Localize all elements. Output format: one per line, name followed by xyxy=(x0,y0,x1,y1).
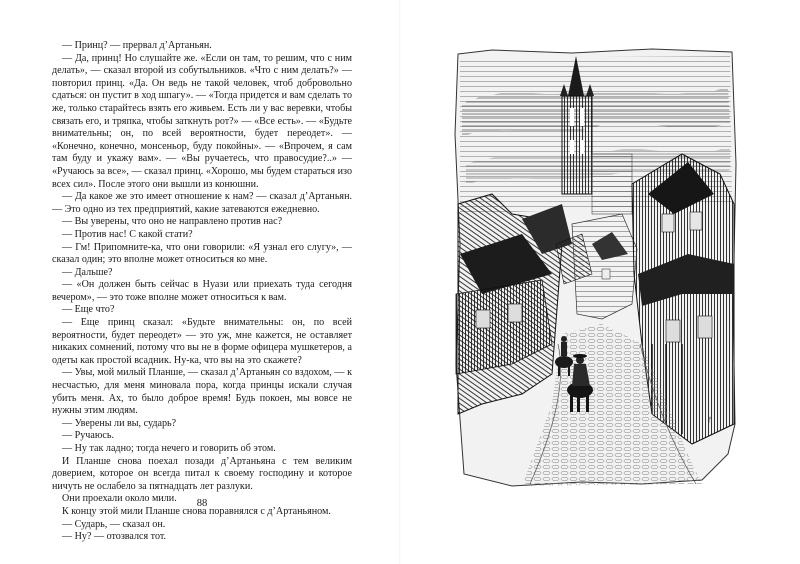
page-number: 88 xyxy=(196,498,208,509)
paragraph: — Ручаюсь. xyxy=(62,430,114,442)
paragraph: К концу этой мили Планше снова поравнялся с д’Артаньяном. xyxy=(62,505,331,517)
paragraph: — Уверены ли вы, сударь? xyxy=(62,417,177,429)
paragraph: — Увы, мой милый Планше, — сказал д’Артаньян со вздохом, — к несчастью, для меня миновала пора, когда принцы искали случая убить меня. Ах, то было доброе время! Будь покоен, мы вовсе не нужны этим людям. xyxy=(52,367,352,417)
paragraph: И Планше снова поехал позади д’Артаньяна с тем великим доверием, которое он всегда питал к своему господину и которое ничуть не ослабело за пятнадцать лет разлуки. xyxy=(52,455,352,492)
paragraph: Они проехали около мили. xyxy=(62,493,177,505)
paragraph: — Принц? — прервал д’Артаньян. xyxy=(62,40,212,51)
paragraph: — Ну так ладно; тогда нечего и говорить об этом. xyxy=(62,443,276,454)
paragraph: — Да, принц! Но слушайте же. «Если он там, то решим, что с ним делать», — сказал второй из собутыльников. «Что с ним делать?» — повторил принц. «Да. Он ведь не такой человек, чтоб добровольно сдаться: он пустит в ход шпагу». — «Тогда придется и вам сделать то же, только старайтесь взять его живьем. Есть ли у вас веревки, чтобы связать его, и тряпка, чтобы заткнуть рот?» — «Все есть». — «Будьте внимательны; он, по всей вероятности, будет переодет». — «Конечно, конечно, монсеньор, буду покойны». — «Впрочем, я сам там буду и укажу вам». — «Вы ручаетесь, что правосудие?..» — «Ручаюсь за все», — сказал принц. «Хорошо, мы будем стараться изо всех сил». После этого они вышли из конюшни. xyxy=(52,52,352,190)
paragraph: — Да какое же это имеет отношение к нам? — сказал д’Артаньян. — Это одно из тех предприятий, какие затеваются ежедневно. xyxy=(52,191,352,215)
paragraph: — Против нас! С какой стати? xyxy=(62,228,193,240)
paragraph: — Еще принц сказал: «Будьте внимательны: он, по всей вероятности, будет переодет» — это уж, мне кажется, не оставляет никаких сомнений, потому что вы не в форме офицера мушкетеров, а одеты как простой всадник. Ну-ка, что вы на это скажете? xyxy=(52,317,352,366)
paragraph: — Гм! Припомните-ка, что они говорили: «Я узнал его слугу», — сказал один; это вполне может относиться ко мне. xyxy=(52,241,352,266)
body-text xyxy=(52,40,352,544)
illustration-engraving xyxy=(452,44,738,490)
paragraph: — «Он должен быть сейчас в Нуази или приехать туда сегодня вечером», — это тоже вполне может относиться к вам. xyxy=(52,279,352,303)
paragraph: — Еще что? xyxy=(62,304,115,316)
engraver-mark: ᚠ xyxy=(708,416,713,424)
engraving-svg xyxy=(452,44,738,490)
paragraph: — Вы уверены, что оно не направлено против нас? xyxy=(62,216,283,228)
paragraph: — Сударь, — сказал он. xyxy=(62,518,166,530)
paragraph: — Ну? — отозвался тот. xyxy=(62,531,167,543)
gutter-shadow xyxy=(399,0,401,564)
left-page xyxy=(52,40,352,543)
paragraph: — Дальше? xyxy=(62,266,113,278)
